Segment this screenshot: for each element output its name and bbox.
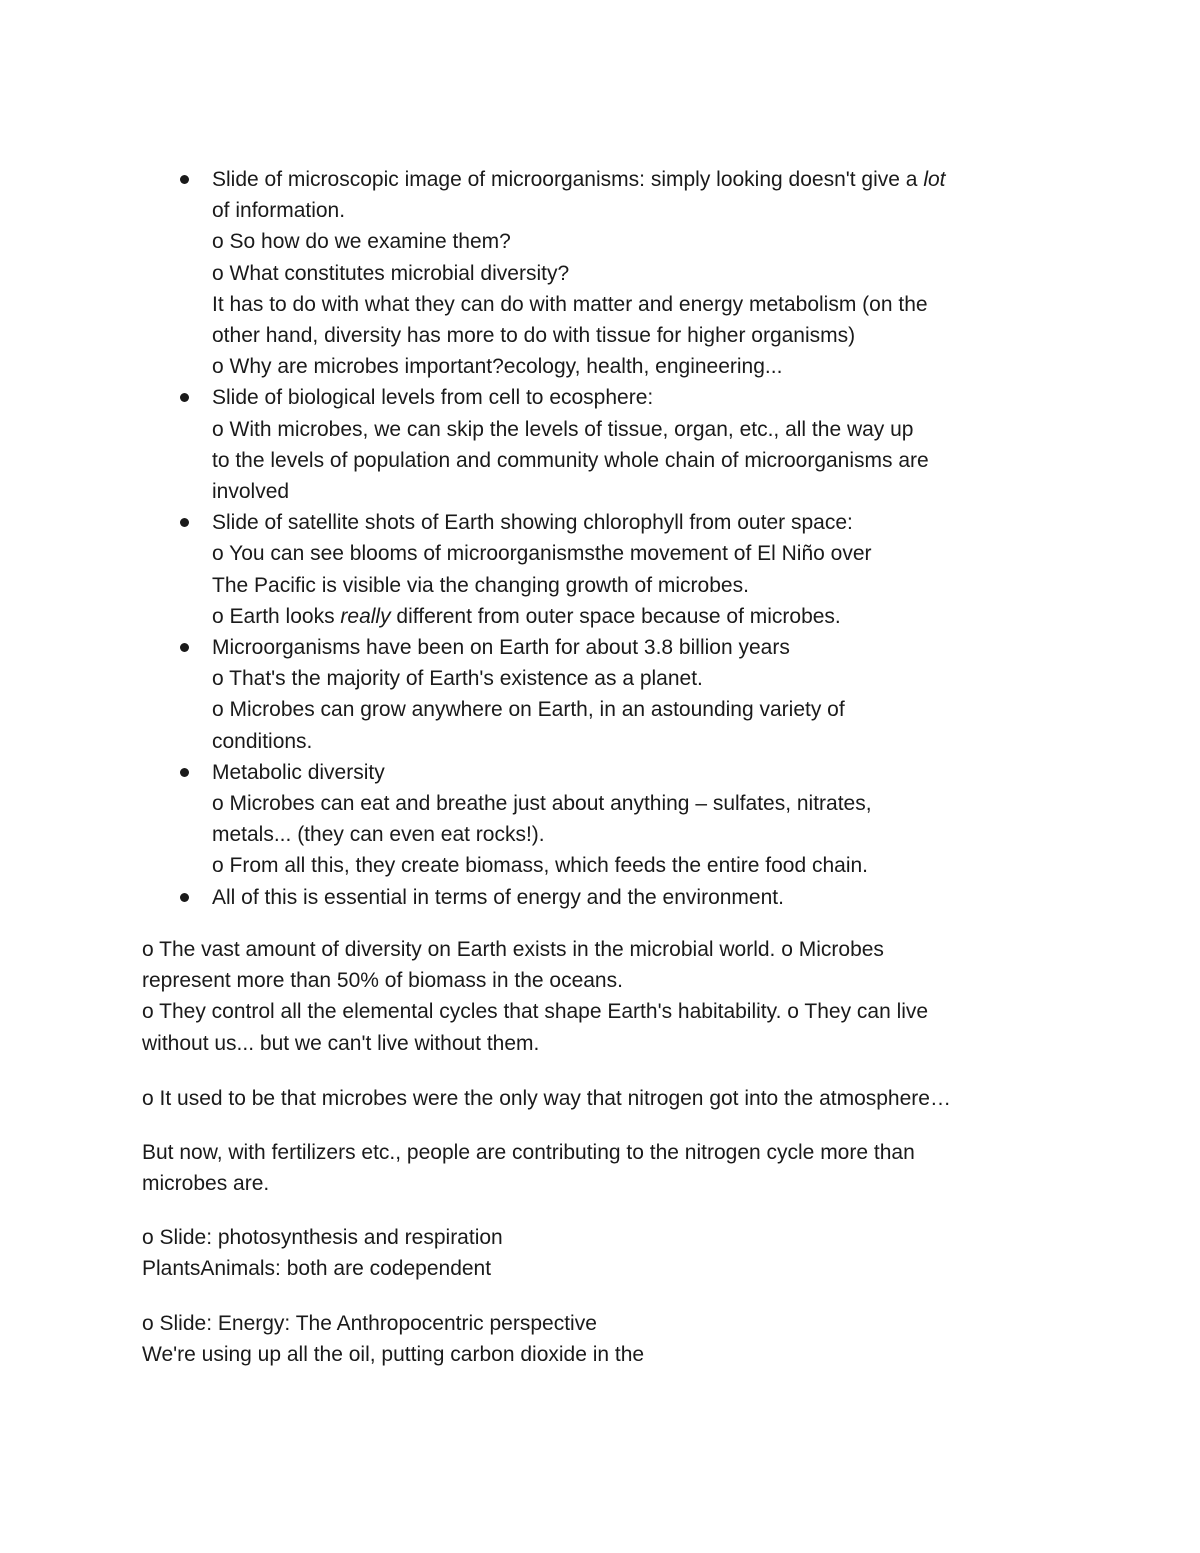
text-line: All of this is essential in terms of energy and the environment. [212, 885, 784, 909]
text-line: metals... (they can even eat rocks!). [212, 823, 545, 847]
paragraph [142, 1137, 1082, 1199]
text-line: involved [212, 480, 290, 504]
text-line: The Pacific is visible via the changing growth of microbes. [212, 573, 749, 597]
text-line: o That's the majority of Earth's existence as a planet. [212, 667, 703, 691]
text-line: of information. [212, 199, 346, 223]
text-line: PlantsAnimals: both are codependent [142, 1257, 492, 1281]
paragraph [142, 1083, 1082, 1114]
bullet-dot [180, 893, 189, 902]
text-line: o So how do we examine them? [212, 230, 511, 254]
bullet-item [176, 507, 1056, 632]
bullet-item [176, 382, 1056, 507]
text-line: Microorganisms have been on Earth for about 3.8 billion years [212, 636, 790, 660]
text-line: o The vast amount of diversity on Earth exists in the microbial world. o Microbes [142, 938, 884, 961]
text-line: conditions. [212, 729, 313, 753]
text-line: Slide of biological levels from cell to ecosphere: [212, 386, 654, 410]
text-line: o They control all the elemental cycles that shape Earth's habitability. o They can live [142, 1000, 929, 1024]
bullet-dot [180, 175, 189, 184]
text-line: Metabolic diversity [212, 760, 385, 784]
italic-emphasis: really [340, 604, 391, 628]
text-line: o Slide: photosynthesis and respiration [142, 1226, 503, 1249]
text-line: It has to do with what they can do with matter and energy metabolism (on the [212, 292, 928, 316]
paragraph [142, 934, 1082, 1059]
italic-emphasis: lot [923, 168, 946, 191]
bullet-dot [180, 768, 189, 777]
text-line: Slide of satellite shots of Earth showing chlorophyll from outer space: [212, 511, 853, 535]
text-line: Slide of microscopic image of microorganisms: simply looking doesn't give a lot [212, 168, 946, 191]
text-line: without us... but we can't live without them. [142, 1031, 540, 1055]
bullet-item [176, 632, 1056, 757]
text-line: o You can see blooms of microorganismsthe movement of El Niño over [212, 542, 872, 566]
text-line: o It used to be that microbes were the only way that nitrogen got into the atmosphere… [142, 1087, 951, 1110]
text-line: o Microbes can eat and breathe just about anything – sulfates, nitrates, [212, 792, 872, 816]
bullet-dot [180, 643, 189, 652]
bullet-item [176, 882, 1056, 913]
paragraph [142, 1308, 1082, 1370]
paragraph [142, 1222, 1082, 1284]
bullet-item [176, 757, 1056, 882]
text-line: But now, with fertilizers etc., people are contributing to the nitrogen cycle more than [142, 1141, 915, 1164]
text-line: o From all this, they create biomass, which feeds the entire food chain. [212, 854, 868, 878]
text-line: We're using up all the oil, putting carbon dioxide in the [142, 1343, 645, 1367]
text-line: represent more than 50% of biomass in the oceans. [142, 969, 623, 993]
text-line: other hand, diversity has more to do with tissue for higher organisms) [212, 324, 856, 348]
bullet-dot [180, 518, 189, 527]
text-line: o Why are microbes important?ecology, health, engineering... [212, 355, 783, 379]
text-line: o Microbes can grow anywhere on Earth, in an astounding variety of [212, 698, 845, 722]
text-line: microbes are. [142, 1172, 270, 1196]
text-line: o With microbes, we can skip the levels of tissue, organ, etc., all the way up [212, 417, 914, 441]
text-line: o What constitutes microbial diversity? [212, 261, 570, 285]
text-line: o Earth looks really different from outer space because of microbes. [212, 604, 841, 628]
bullet-list [176, 164, 1056, 913]
text-line: o Slide: Energy: The Anthropocentric perspective [142, 1312, 597, 1335]
text-line: to the levels of population and community whole chain of microorganisms are [212, 448, 929, 472]
bullet-item [176, 164, 1056, 382]
bullet-dot [180, 393, 189, 402]
